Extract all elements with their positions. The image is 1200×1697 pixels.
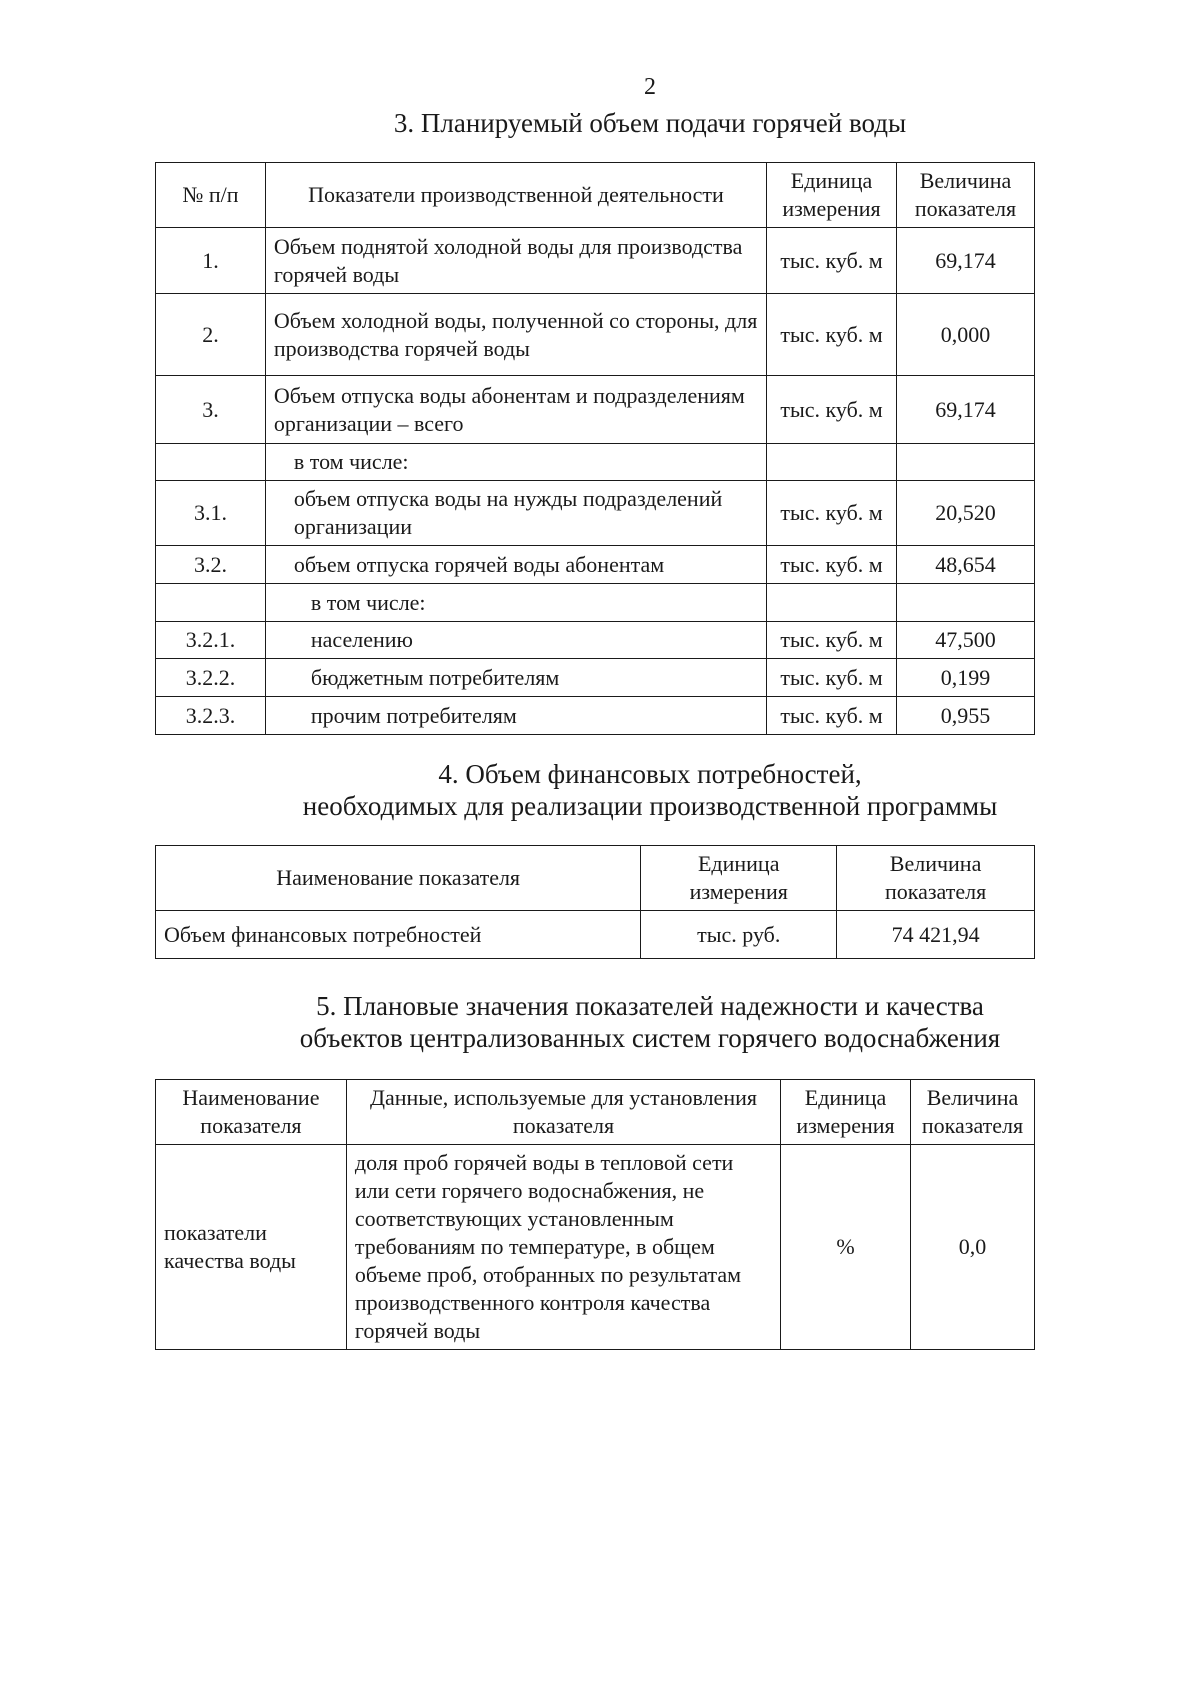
table-row — [156, 1145, 1035, 1350]
section-5-title-line2: объектов централизованных систем горячего водоснабжения — [299, 1023, 1001, 1053]
row-num: 3. — [156, 376, 266, 444]
section-4-title-line1: 4. Объем финансовых потребностей, — [438, 759, 862, 789]
col-header-indicator: Показатели производственной деятельности — [265, 163, 766, 228]
row-name: в том числе: — [265, 584, 766, 622]
water-supply-table — [155, 162, 1035, 735]
row-value: 0,0 — [911, 1145, 1035, 1350]
row-value: 0,199 — [897, 659, 1035, 697]
row-name: Объем финансовых потребностей — [156, 911, 641, 959]
row-name: показатели качества воды — [156, 1145, 347, 1350]
row-value: 0,000 — [897, 294, 1035, 376]
table-header-row — [156, 1080, 1035, 1145]
row-name: Объем отпуска воды абонентам и подразделениям организации – всего — [265, 376, 766, 444]
financial-needs-table — [155, 845, 1035, 959]
row-unit: тыс. куб. м — [767, 376, 897, 444]
row-unit: тыс. руб. — [641, 911, 837, 959]
col-header-value: Величина показателя — [897, 163, 1035, 228]
row-name: в том числе: — [265, 444, 766, 481]
row-unit: тыс. куб. м — [767, 622, 897, 659]
table-header-row — [156, 163, 1035, 228]
row-unit: тыс. куб. м — [767, 546, 897, 584]
row-num: 3.2. — [156, 546, 266, 584]
row-unit: тыс. куб. м — [767, 228, 897, 294]
section-4-title-line2: необходимых для реализации производственной программы — [302, 791, 998, 821]
row-unit: % — [781, 1145, 911, 1350]
row-name: объем отпуска горячей воды абонентам — [265, 546, 766, 584]
row-name: бюджетным потребителям — [265, 659, 766, 697]
row-value: 69,174 — [897, 376, 1035, 444]
table-row — [156, 228, 1035, 294]
row-num: 3.2.3. — [156, 697, 266, 735]
row-name: объем отпуска воды на нужды подразделений организации — [265, 481, 766, 546]
col-header-value: Величина показателя — [837, 846, 1035, 911]
row-num — [156, 584, 266, 622]
row-value — [897, 444, 1035, 481]
col-header-indicator: Наименование показателя — [156, 1080, 347, 1145]
row-value: 0,955 — [897, 697, 1035, 735]
col-header-unit: Единица измерения — [641, 846, 837, 911]
col-header-data: Данные, используемые для установления показателя — [346, 1080, 780, 1145]
row-unit: тыс. куб. м — [767, 481, 897, 546]
section-5-title-line1: 5. Плановые значения показателей надежности и качества — [316, 991, 984, 1021]
section-3-title: 3. Планируемый объем подачи горячей воды — [393, 108, 907, 138]
reliability-quality-table — [155, 1079, 1035, 1350]
table-row — [156, 481, 1035, 546]
col-header-unit: Единица измерения — [781, 1080, 911, 1145]
row-name: Объем холодной воды, полученной со стороны, для производства горячей воды — [265, 294, 766, 376]
row-unit: тыс. куб. м — [767, 697, 897, 735]
table-row — [156, 911, 1035, 959]
table-header-row — [156, 846, 1035, 911]
row-unit: тыс. куб. м — [767, 659, 897, 697]
row-num: 3.2.2. — [156, 659, 266, 697]
row-value: 69,174 — [897, 228, 1035, 294]
row-unit: тыс. куб. м — [767, 294, 897, 376]
row-data: доля проб горячей воды в тепловой сети или сети горячего водоснабжения, не соответствующих установленным требованиям по температуре, в общем объеме проб, отобранных по результатам производственного контроля качества горячей воды — [346, 1145, 780, 1350]
row-name: Объем поднятой холодной воды для производства горячей воды — [265, 228, 766, 294]
table-row — [156, 697, 1035, 735]
row-value: 48,654 — [897, 546, 1035, 584]
table-row — [156, 584, 1035, 622]
row-value: 74 421,94 — [837, 911, 1035, 959]
row-value: 47,500 — [897, 622, 1035, 659]
table-row — [156, 294, 1035, 376]
col-header-value: Величина показателя — [911, 1080, 1035, 1145]
row-name: населению — [265, 622, 766, 659]
table-row — [156, 659, 1035, 697]
page-number: 2 — [644, 74, 656, 100]
table-row — [156, 622, 1035, 659]
row-num — [156, 444, 266, 481]
row-num: 3.1. — [156, 481, 266, 546]
table-row — [156, 546, 1035, 584]
table-row — [156, 444, 1035, 481]
col-header-num: № п/п — [156, 163, 266, 228]
row-unit — [767, 584, 897, 622]
col-header-indicator: Наименование показателя — [156, 846, 641, 911]
row-value: 20,520 — [897, 481, 1035, 546]
row-num: 1. — [156, 228, 266, 294]
row-name: прочим потребителям — [265, 697, 766, 735]
row-num: 2. — [156, 294, 266, 376]
row-num: 3.2.1. — [156, 622, 266, 659]
row-value — [897, 584, 1035, 622]
table-row — [156, 376, 1035, 444]
row-unit — [767, 444, 897, 481]
col-header-unit: Единица измерения — [767, 163, 897, 228]
